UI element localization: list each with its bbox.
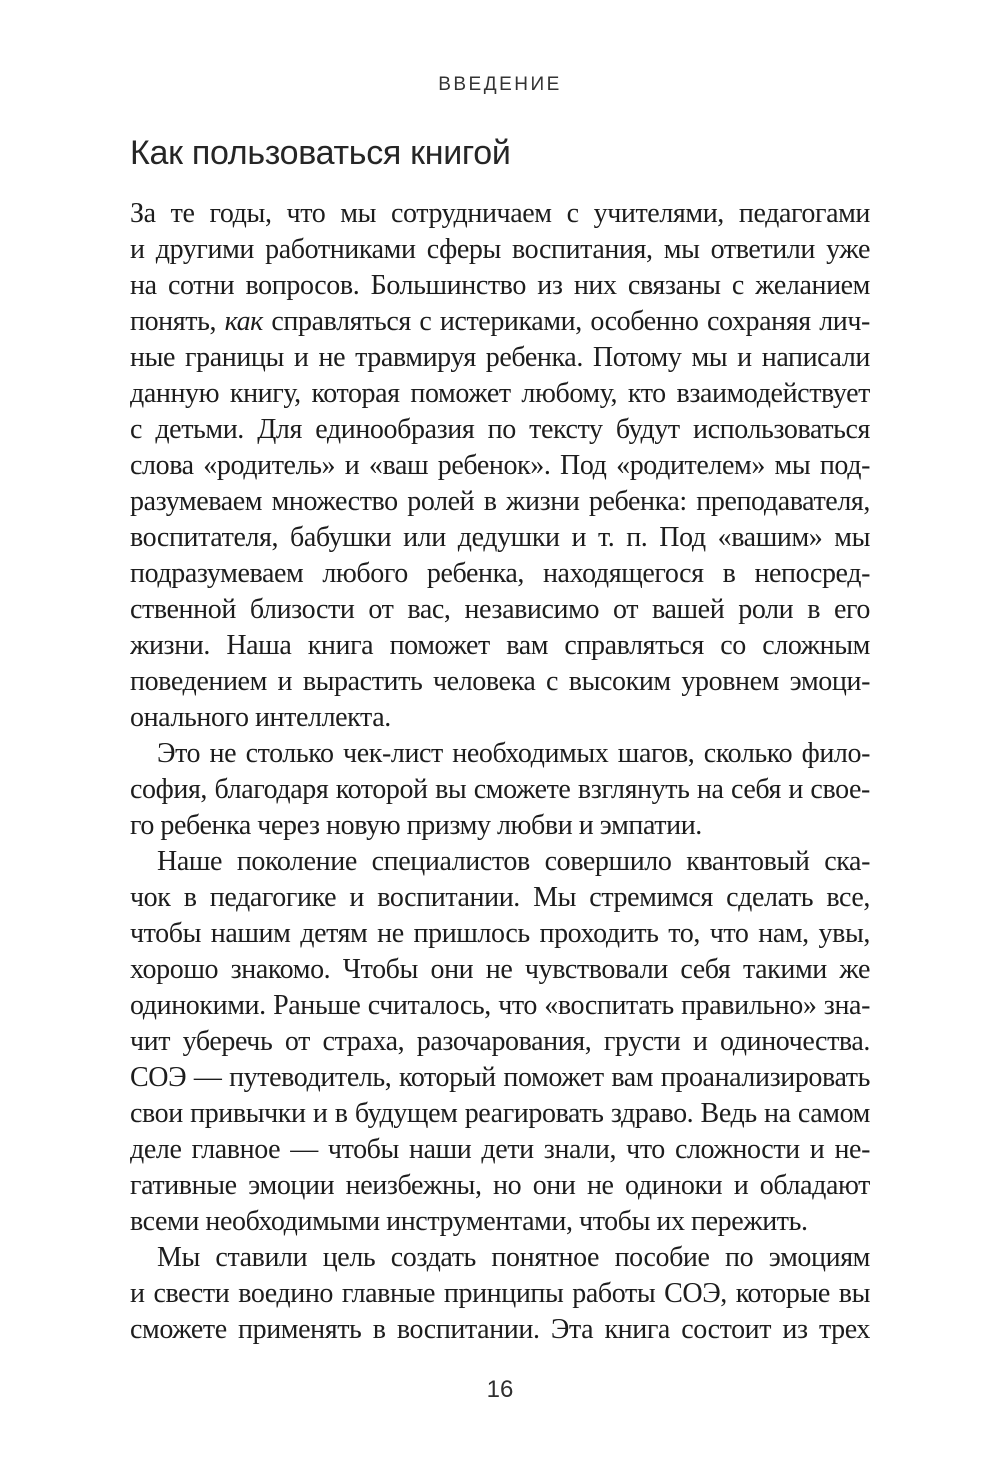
text-line: гативные эмоции неизбежны, но они не одиноки и обладают xyxy=(130,1170,870,1201)
text-line: хорошо знакомо. Чтобы они не чувствовали себя такими же xyxy=(130,954,870,985)
text-line: онального интеллекта. xyxy=(130,702,391,733)
text-line: разумеваем множество ролей в жизни ребенка: преподавателя, xyxy=(130,486,870,517)
text-segment: понять, xyxy=(130,306,225,337)
text-line: Наше поколение специалистов совершило квантовый ска- xyxy=(157,846,870,877)
text-line: с детьми. Для единообразия по тексту будут использоваться xyxy=(130,414,870,445)
text-line: софия, благодаря которой вы сможете взглянуть на себя и свое- xyxy=(130,774,870,805)
text-line: свои привычки и в будущем реагировать здраво. Ведь на самом xyxy=(130,1098,870,1129)
emphasis-text: как xyxy=(224,306,263,337)
text-line: Это не столько чек-лист необходимых шагов, сколько фило- xyxy=(157,738,870,769)
text-line: чит уберечь от страха, разочарования, грусти и одиночества. xyxy=(130,1026,870,1057)
text-line: и другими работниками сферы воспитания, мы ответили уже xyxy=(130,234,870,265)
text-line: подразумеваем любого ребенка, находящегося в непосред- xyxy=(130,558,870,589)
text-line: За те годы, что мы сотрудничаем с учителями, педагогами xyxy=(130,198,870,229)
text-line: на сотни вопросов. Большинство из них связаны с желанием xyxy=(130,270,870,301)
text-line: го ребенка через новую призму любви и эмпатии. xyxy=(130,810,702,841)
text-line: слова «родитель» и «ваш ребенок». Под «родителем» мы под- xyxy=(130,450,870,481)
text-line: ственной близости от вас, независимо от вашей роли в его xyxy=(130,594,870,625)
text-line: чтобы нашим детям не пришлось проходить то, что нам, увы, xyxy=(130,918,870,949)
text-segment: справляться с истериками, особенно сохраняя лич- xyxy=(262,306,870,337)
text-line: всеми необходимыми инструментами, чтобы их пережить. xyxy=(130,1206,808,1237)
text-line: ные границы и не травмируя ребенка. Потому мы и написали xyxy=(130,342,870,373)
page-number: 16 xyxy=(486,1376,514,1403)
text-line: и свести воедино главные принципы работы СОЭ, которые вы xyxy=(130,1278,870,1309)
text-line: жизни. Наша книга поможет вам справляться со сложным xyxy=(130,630,870,661)
text-line: поведением и вырастить человека с высоким уровнем эмоци- xyxy=(130,666,870,697)
text-line: одинокими. Раньше считалось, что «воспитать правильно» зна- xyxy=(130,990,870,1021)
text-line: Мы ставили цель создать понятное пособие по эмоциям xyxy=(157,1242,870,1273)
text-line: чок в педагогике и воспитании. Мы стремимся сделать все, xyxy=(130,882,870,913)
text-line: деле главное — чтобы наши дети знали, что сложности и не- xyxy=(130,1134,870,1165)
text-line xyxy=(130,304,870,340)
body-text-block xyxy=(130,196,870,1348)
section-title: Как пользоваться книгой xyxy=(130,134,511,172)
running-header: ВВЕДЕНИЕ xyxy=(438,74,562,95)
text-line: сможете применять в воспитании. Эта книга состоит из трех xyxy=(130,1314,870,1345)
text-line: СОЭ — путеводитель, который поможет вам проанализировать xyxy=(130,1062,870,1093)
text-line: данную книгу, которая поможет любому, кто взаимодействует xyxy=(130,378,870,409)
text-line: воспитателя, бабушки или дедушки и т. п. Под «вашим» мы xyxy=(130,522,870,553)
